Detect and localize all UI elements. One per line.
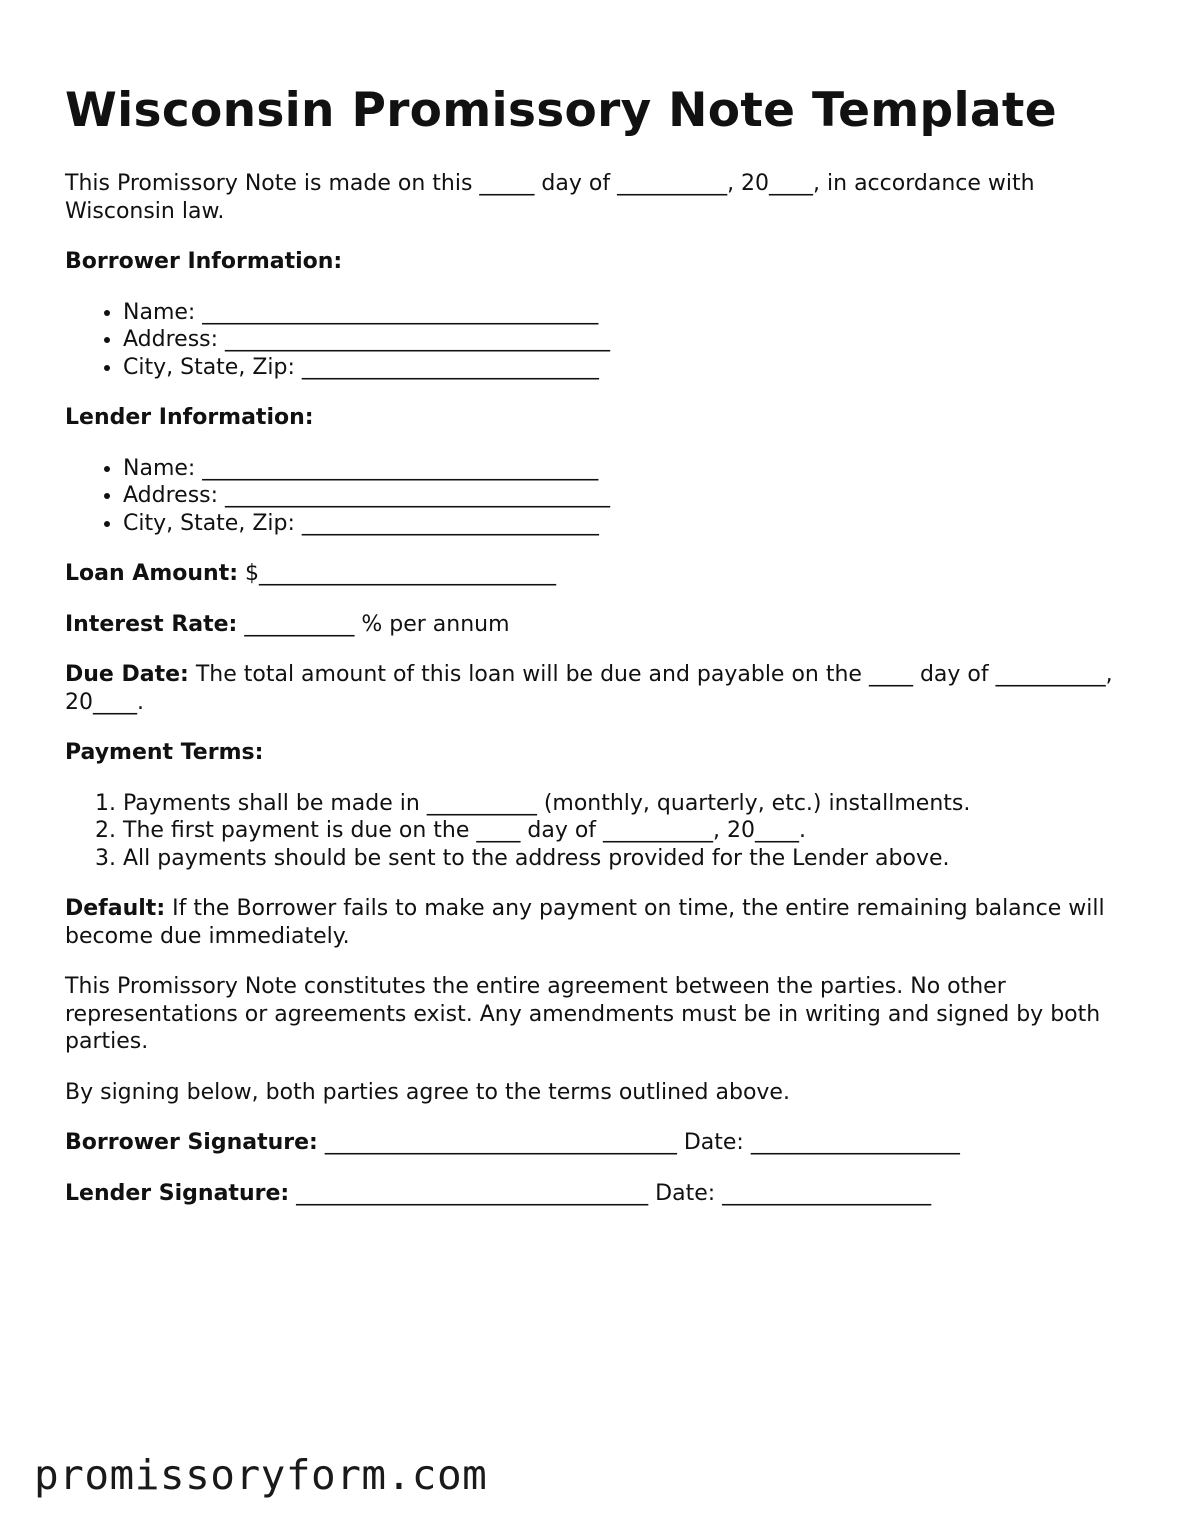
borrower-signature-label: Borrower Signature: [65, 1130, 318, 1155]
payment-terms-heading: Payment Terms: [65, 740, 264, 765]
default-paragraph [65, 895, 1125, 950]
site-watermark: promissoryform.com [34, 1451, 488, 1499]
lender-address-field: • Address: ___________________________________ [123, 482, 1125, 510]
borrower-list [65, 299, 1125, 382]
due-date-paragraph [65, 661, 1125, 716]
borrower-signature-line [65, 1129, 1125, 1157]
intro-paragraph: This Promissory Note is made on this _____ day of __________, 20____, in accordance with Wisconsin law. [65, 171, 1035, 224]
lender-signature-label: Lender Signature: [65, 1180, 290, 1206]
borrower-city-state-zip-field: • City, State, Zip: ___________________________ [123, 354, 1125, 382]
entire-agreement-paragraph: This Promissory Note constitutes the entire agreement between the parties. No other representations or agreements exist. Any amendments must be in writing and signed by both parties. [65, 974, 1101, 1054]
loan-amount-label: Loan Amount: [65, 561, 239, 586]
lender-heading: Lender Information: [65, 405, 314, 430]
borrower-address-field: • Address: ___________________________________ [123, 326, 1125, 354]
borrower-heading: Borrower Information: [65, 249, 343, 274]
lender-signature-line [65, 1180, 1125, 1208]
payment-term-item: 2. The first payment is due on the ____ day of __________, 20____. [123, 817, 1125, 845]
due-date-label: Due Date: [65, 662, 189, 687]
lender-city-state-zip-field: • City, State, Zip: ___________________________ [123, 510, 1125, 538]
payment-terms-list [65, 790, 1125, 873]
borrower-signature-value: ________________________________ Date: ___________________ [317, 1130, 960, 1155]
borrower-name-field: • Name: ____________________________________ [123, 299, 1125, 327]
interest-rate-value: __________ % per annum [237, 611, 510, 637]
document-title: Wisconsin Promissory Note Template [65, 83, 1057, 138]
lender-signature-value: ________________________________ Date: ___________________ [289, 1180, 932, 1206]
lender-name-field: • Name: ____________________________________ [123, 455, 1125, 483]
due-date-value: The total amount of this loan will be due and payable on the ____ day of __________, 20____. [65, 662, 1113, 715]
payment-term-item: 3. All payments should be sent to the address provided for the Lender above. [123, 845, 1125, 873]
document-page [65, 78, 1125, 1207]
lender-list [65, 455, 1125, 538]
default-value: If the Borrower fails to make any payment on time, the entire remaining balance will become due immediately. [65, 896, 1105, 949]
default-label: Default: [65, 896, 166, 921]
interest-rate-line [65, 611, 1125, 639]
loan-amount-line [65, 560, 1125, 588]
interest-rate-label: Interest Rate: [65, 611, 238, 637]
loan-amount-value: $___________________________ [238, 561, 557, 586]
signing-statement: By signing below, both parties agree to the terms outlined above. [65, 1079, 790, 1105]
payment-term-item: 1. Payments shall be made in __________ (monthly, quarterly, etc.) installments. [123, 790, 1125, 818]
